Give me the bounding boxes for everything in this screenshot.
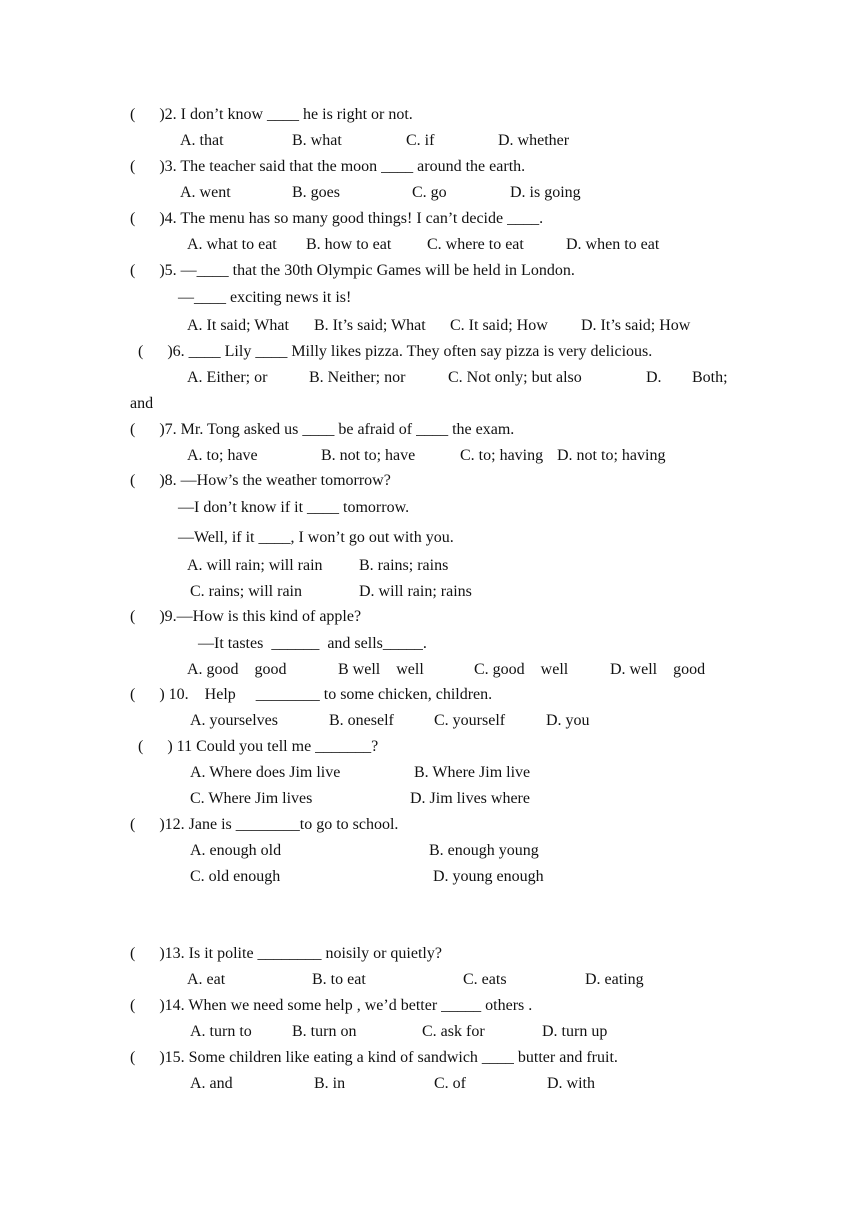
question-8-option-c: C. rains; will rain (190, 583, 302, 600)
question-6-stem: ( )6. ____ Lily ____ Milly likes pizza. They often say pizza is very delicious. (138, 343, 653, 360)
question-2-option-a: A. that (180, 132, 224, 149)
question-12-option-b: B. enough young (429, 842, 539, 859)
question-14-option-c: C. ask for (422, 1023, 485, 1040)
question-5-option-a: A. It said; What (187, 317, 289, 334)
question-15-stem: ( )15. Some children like eating a kind of sandwich ____ butter and fruit. (130, 1049, 618, 1066)
question-7-option-b: B. not to; have (321, 447, 416, 464)
question-12-option-d: D. young enough (433, 868, 544, 885)
question-14-option-b: B. turn on (292, 1023, 357, 1040)
question-4-option-a: A. what to eat (187, 236, 277, 253)
question-2-option-b: B. what (292, 132, 342, 149)
question-5-option-d: D. It’s said; How (581, 317, 691, 334)
question-10-option-b: B. oneself (329, 712, 394, 729)
question-3-option-a: A. went (180, 184, 231, 201)
question-9-option-c: C. good well (474, 661, 569, 678)
question-11-option-c: C. Where Jim lives (190, 790, 313, 807)
question-10-option-d: D. you (546, 712, 590, 729)
question-2-option-d: D. whether (498, 132, 570, 149)
question-14-option-a: A. turn to (190, 1023, 252, 1040)
question-3-stem: ( )3. The teacher said that the moon ____ around the earth. (130, 158, 526, 175)
question-6-option-d: D. (646, 369, 662, 386)
question-7-option-a: A. to; have (187, 447, 258, 464)
question-3-option-c: C. go (412, 184, 447, 201)
question-6-option-d-wrap: and (130, 395, 154, 412)
question-6-option-a: A. Either; or (187, 369, 268, 386)
question-10-option-a: A. yourselves (190, 712, 278, 729)
question-5-option-b: B. It’s said; What (314, 317, 426, 334)
question-11-stem: ( ) 11 Could you tell me _______? (138, 738, 379, 755)
question-9-option-a: A. good good (187, 661, 287, 678)
question-4-option-d: D. when to eat (566, 236, 660, 253)
question-9-option-b: B well well (338, 661, 424, 678)
question-15-option-c: C. of (434, 1075, 466, 1092)
question-13-stem: ( )13. Is it polite ________ noisily or quietly? (130, 945, 442, 962)
question-13-option-c: C. eats (463, 971, 507, 988)
question-7-option-d: D. not to; having (557, 447, 666, 464)
question-12-option-a: A. enough old (190, 842, 282, 859)
question-11-option-b: B. Where Jim live (414, 764, 531, 781)
question-6-option-c: C. Not only; but also (448, 369, 582, 386)
question-10-option-c: C. yourself (434, 712, 506, 729)
question-12-option-c: C. old enough (190, 868, 281, 885)
question-8-option-b: B. rains; rains (359, 557, 449, 574)
question-6-option-b: B. Neither; nor (309, 369, 406, 386)
question-14-stem: ( )14. When we need some help , we’d better _____ others . (130, 997, 533, 1014)
question-6-option-d-text: Both; (692, 369, 728, 386)
question-3-option-d: D. is going (510, 184, 581, 201)
question-5-option-c: C. It said; How (450, 317, 548, 334)
question-8-stem: ( )8. —How’s the weather tomorrow? (130, 472, 391, 489)
question-4-option-c: C. where to eat (427, 236, 524, 253)
question-15-option-a: A. and (190, 1075, 233, 1092)
question-7-stem: ( )7. Mr. Tong asked us ____ be afraid of ____ the exam. (130, 421, 515, 438)
question-4-option-b: B. how to eat (306, 236, 392, 253)
question-3-option-b: B. goes (292, 184, 340, 201)
question-8-option-a: A. will rain; will rain (187, 557, 323, 574)
question-5-stem: ( )5. —____ that the 30th Olympic Games will be held in London. (130, 262, 575, 279)
question-10-stem: ( ) 10. Help ________ to some chicken, children. (130, 686, 493, 703)
question-15-option-d: D. with (547, 1075, 595, 1092)
question-11-option-d: D. Jim lives where (410, 790, 530, 807)
question-15-option-b: B. in (314, 1075, 346, 1092)
question-14-option-d: D. turn up (542, 1023, 608, 1040)
question-8-reply-2: —Well, if it ____, I won’t go out with you. (178, 529, 454, 546)
question-8-reply-1: —I don’t know if it ____ tomorrow. (178, 499, 410, 516)
question-13-option-a: A. eat (187, 971, 226, 988)
question-9-reply: —It tastes ______ and sells_____. (198, 635, 427, 652)
question-11-option-a: A. Where does Jim live (190, 764, 341, 781)
question-12-stem: ( )12. Jane is ________to go to school. (130, 816, 399, 833)
question-8-option-d: D. will rain; rains (359, 583, 472, 600)
question-2-option-c: C. if (406, 132, 435, 149)
question-9-stem: ( )9.—How is this kind of apple? (130, 608, 362, 625)
question-13-option-b: B. to eat (312, 971, 366, 988)
question-2-stem: ( )2. I don’t know ____ he is right or not. (130, 106, 413, 123)
question-13-option-d: D. eating (585, 971, 644, 988)
question-9-option-d: D. well good (610, 661, 706, 678)
question-5-reply: —____ exciting news it is! (178, 289, 352, 306)
question-4-stem: ( )4. The menu has so many good things! I can’t decide ____. (130, 210, 544, 227)
question-7-option-c: C. to; having (460, 447, 544, 464)
